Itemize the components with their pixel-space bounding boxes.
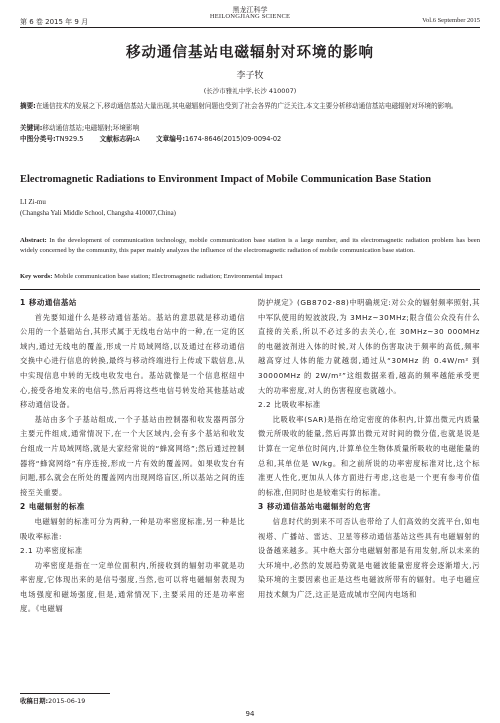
article-id-label: 文章编号: — [156, 135, 186, 143]
body-paragraph: 信息时代的到来不可否认也带给了人们高效的交流平台,如电视塔、广播站、雷达、卫星等移动通信基站这些具有电磁辐射的设备越来越多。其中绝大部分电磁辐射都是有用发射,所以未来的大环境中,必然的发展趋势就是电磁波能量密度将会逐渐增大,污染环境的主要因素也正是这些电磁波所带有的辐射。电子电磁应用技术颇为广泛,这正是造成城市空间内电场和 — [258, 516, 480, 599]
subsection-heading: 2.2 比吸收率标准 — [258, 400, 321, 410]
article-id-value: 1674-8646(2015)09-0094-02 — [185, 135, 282, 143]
classification-line — [20, 134, 480, 144]
received-label: 收稿日期: — [20, 697, 49, 705]
doc-code-value: A — [135, 135, 140, 143]
received-value: 2015-06-19 — [48, 697, 86, 705]
running-header-volume: Vol.6 September 2015 — [422, 17, 480, 24]
author-cn: 李子牧 — [236, 71, 264, 81]
body-paragraph: 功率密度是指在一定单位面积内,所接收到的辐射功率就是功率密度,它体现出来的是信号强度,当然,也可以将电磁辐射表现为电场强度和磁场强度,但是,通常情况下,主要采用的还是功率密度。《电磁辐 — [20, 560, 245, 614]
section-separator — [20, 289, 480, 290]
received-date — [20, 696, 85, 705]
section-heading: 3 移动通信基站电磁辐射的危害 — [258, 502, 371, 512]
header-rule — [20, 27, 480, 28]
doc-code-label: 文献标志码: — [99, 135, 136, 143]
section-heading: 2 电磁辐射的标准 — [20, 502, 85, 512]
abstract-en-text: In the development of communication technology, mobile communication base station is a large number, and its electromagnetic radiation problem has been widely concerned by the community, this paper mainly analyzes the influence of the electromagnetic radiation of mobile communication base station. — [20, 237, 481, 255]
keywords-cn-label: 关键词: — [20, 124, 43, 132]
body-paragraph: 基站由多个子基站组成,一个子基站由控制器和收发器两部分主要元件组成,通常情况下,在一个大区域内,会有多个基站和收发台组成一片局域网络,就是大家经常说的“蜂窝网络”;然后通过控制器将“蜂窝网络”有序连接,形成一片有效的覆盖网。如果收发台有问题,那么就会在所处的覆盖网内出现网络盲区,所以基站之间的连接至关重要。 — [20, 414, 245, 497]
clc-label: 中图分类号: — [20, 135, 56, 143]
keywords-en-text: Mobile communication base station; Electromagnetic radiation; Environmental impact — [54, 273, 283, 280]
author-en: LI Zi-mu — [20, 198, 46, 206]
article-title-en: Electromagnetic Radiations to Environment Impact of Mobile Communication Base Station — [20, 174, 432, 185]
body-paragraph: 电磁辐射的标准可分为两种,一种是功率密度标准,另一种是比吸收率标准: — [20, 516, 245, 541]
running-header-issue: 第 6 卷 2015 年 9 月 — [20, 18, 89, 26]
body-paragraph: 防护规定》(GB8702-88)中明确规定:对公众的辐射频率照射,其中军队使用的短波波段,为 3MHz~30MHz;限含值公众没有什么直接的关系,所以不必过多的去关心,在 30MHz~30 000MHz 的电磁波剂进入体的时候,对人体的伤害取决于频率的高低,频率越高穿过人体的能力就越弱,通过从“30MHz 的 0.4W/m² 到 30000MHz 的 2W/m²”这组数据来看,越高的频率越能承受更大的功率密度,对人的伤害程度也就越小。 — [258, 298, 480, 395]
journal-name-en: HEILONGJIANG SCIENCE — [209, 13, 291, 20]
article-title-cn: 移动通信基站电磁辐射对环境的影响 — [126, 45, 374, 61]
abstract-en-label: Abstract: — [20, 237, 47, 244]
abstract-cn-label: 摘要: — [20, 102, 36, 110]
body-paragraph: 比吸收率(SAR)是指在给定密度的体积内,计算出微元内质量微元所吸收的能量,然后再算出微元对时间的微分值,也就是说是计算在一定单位时间内,计算单位生物体质量所吸收的电磁能量的总和,其单位是 W/kg。和之前所说的功率密度标准对比,这个标准更人性化,更加从人体方面进行考虑,这也是一个更有参考价值的标准,但同时也是较难实行的标准。 — [258, 414, 480, 497]
affiliation-en: (Changsha Yali Middle School, Changsha 410007,China) — [20, 210, 176, 217]
keywords-en — [20, 273, 480, 280]
keywords-cn — [20, 123, 480, 133]
abstract-en — [20, 236, 480, 256]
body-column-left — [20, 296, 245, 617]
clc-value: TN929.5 — [55, 135, 84, 143]
keywords-cn-text: 移动通信基站;电磁辐射;环境影响 — [42, 124, 140, 132]
affiliation-cn: (长沙市雅礼中学,长沙 410007) — [203, 87, 297, 95]
body-paragraph: 首先要知道什么是移动通信基站。基站的意思就是移动通信公用的一个基础站台,其形式属于无线电台站中的一种,在一定的区域内,通过无线电的覆盖,形成一片局域网络,以及通过在移动通信交换中心进行信息的转换,最终与移动终端进行上传或下载信息,从中实现信息中转的无线电收发电台。基站就像是一个信息枢纽中心,接受各地发来的电信号,然后再将这些电信号转发给其他基站或移动通信设备。 — [20, 312, 245, 410]
keywords-en-label: Key words: — [20, 273, 53, 280]
footnote-rule — [20, 693, 110, 694]
body-column-right — [258, 296, 480, 602]
section-heading: 1 移动通信基站 — [20, 298, 77, 307]
subsection-heading: 2.1 功率密度标准 — [20, 546, 83, 556]
page-number: 94 — [245, 710, 255, 718]
abstract-cn-text: 在通信技术的发展之下,移动通信基站大量出现,其电磁辐射问题也受到了社会各界的广泛关注,本文主要分析移动通信基站电磁辐射对环境的影响。 — [35, 102, 458, 110]
journal-name-cn: 黑龙江科学 — [232, 6, 268, 14]
abstract-cn — [20, 101, 480, 111]
